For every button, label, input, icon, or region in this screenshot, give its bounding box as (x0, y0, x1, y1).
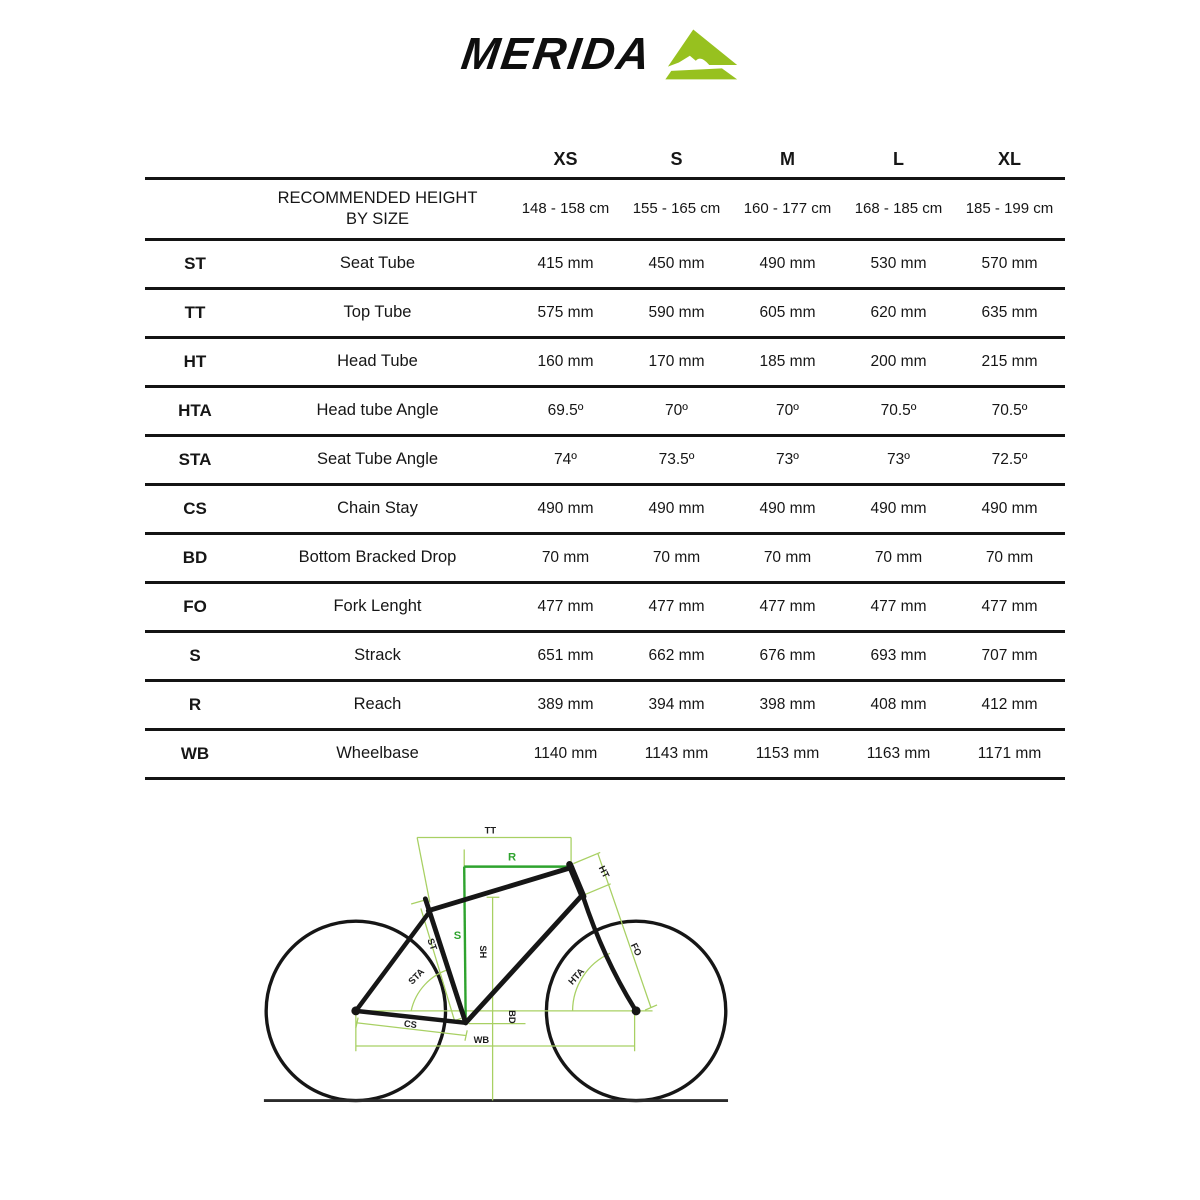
size-header-row (145, 143, 1065, 180)
geometry-row-bd (145, 535, 1065, 584)
row-code: FO (183, 596, 207, 616)
row-value: 70 mm (652, 548, 701, 566)
row-value: 70 mm (763, 548, 812, 566)
row-label: Seat Tube (339, 254, 416, 273)
row-code: STA (178, 449, 212, 469)
row-value: 69.5º (547, 401, 584, 419)
row-value: 575 mm (537, 303, 594, 321)
row-value: 477 mm (648, 597, 705, 615)
row-label: Seat Tube Angle (316, 450, 439, 469)
row-value: 73º (776, 450, 799, 468)
row-value: 651 mm (537, 646, 594, 664)
row-value: 620 mm (870, 303, 927, 321)
s-label: S (453, 930, 462, 943)
row-value: 490 mm (870, 499, 927, 517)
row-value: 477 mm (537, 597, 594, 615)
row-value: 70 mm (985, 548, 1034, 566)
row-value: 635 mm (981, 303, 1038, 321)
recommended-height-label (245, 188, 510, 231)
r-label: R (507, 851, 517, 864)
row-code: R (188, 694, 202, 714)
row-value: 450 mm (648, 254, 705, 272)
recommended-height-value: 185 - 199 cm (965, 200, 1054, 217)
row-value: 412 mm (981, 695, 1038, 713)
row-value: 530 mm (870, 254, 927, 272)
row-value: 605 mm (759, 303, 816, 321)
row-label: Reach (353, 695, 402, 714)
row-value: 490 mm (981, 499, 1038, 517)
row-code: TT (184, 302, 206, 322)
geometry-row-ht (145, 339, 1065, 388)
row-value: 590 mm (648, 303, 705, 321)
row-value: 70.5º (880, 401, 917, 419)
row-value: 662 mm (648, 646, 705, 664)
row-value: 415 mm (537, 254, 594, 272)
ht-label: HT (596, 864, 612, 880)
recommended-height-value: 155 - 165 cm (632, 200, 721, 217)
geometry-row-sta (145, 437, 1065, 486)
row-value: 73º (887, 450, 910, 468)
size-header: S (670, 149, 683, 170)
row-code: CS (183, 498, 207, 518)
row-value: 160 mm (537, 352, 594, 370)
row-value: 490 mm (648, 499, 705, 517)
row-value: 200 mm (870, 352, 927, 370)
row-value: 490 mm (759, 254, 816, 272)
row-value: 1143 mm (644, 744, 709, 762)
row-label: Bottom Bracked Drop (298, 548, 457, 567)
geometry-row-r (145, 682, 1065, 731)
row-value: 490 mm (537, 499, 594, 517)
fo-label: FO (628, 941, 644, 958)
recommended-height-line1: RECOMMENDED HEIGHT (277, 188, 478, 207)
row-value: 74º (554, 450, 577, 468)
bike-geometry-diagram (240, 750, 950, 1200)
rear-axle-dot (351, 1006, 360, 1015)
geometry-row-tt (145, 290, 1065, 339)
size-header: L (893, 149, 904, 170)
row-value: 185 mm (759, 352, 816, 370)
row-value: 707 mm (981, 646, 1038, 664)
row-value: 398 mm (759, 695, 816, 713)
bd-label: BD (507, 1010, 518, 1024)
geometry-row-cs (145, 486, 1065, 535)
geometry-table-body (145, 241, 1065, 780)
row-label: Head tube Angle (316, 401, 439, 420)
row-value: 676 mm (759, 646, 816, 664)
fork (583, 897, 635, 1009)
cs-label: CS (403, 1018, 418, 1031)
row-value: 73.5º (658, 450, 695, 468)
bike-frame (351, 864, 640, 1022)
row-value: 477 mm (759, 597, 816, 615)
geometry-table (145, 143, 1065, 780)
row-label: Strack (354, 646, 401, 665)
wb-label: WB (473, 1035, 490, 1046)
sta-label: STA (406, 966, 427, 987)
row-value: 389 mm (537, 695, 594, 713)
row-label: Chain Stay (337, 499, 418, 518)
sh-label: SH (477, 945, 488, 959)
geometry-row-hta (145, 388, 1065, 437)
row-value: 70 mm (541, 548, 590, 566)
row-value: 70.5º (991, 401, 1028, 419)
hta-label: HTA (566, 966, 587, 987)
geometry-row-st (145, 241, 1065, 290)
row-label: Wheelbase (336, 744, 419, 763)
recommended-height-value: 160 - 177 cm (743, 200, 832, 217)
geometry-row-fo (145, 584, 1065, 633)
recommended-height-row (145, 180, 1065, 241)
row-value: 693 mm (870, 646, 927, 664)
row-value: 1140 mm (533, 744, 598, 762)
brand-wordmark: MERIDA (458, 28, 656, 79)
row-value: 394 mm (648, 695, 705, 713)
size-header: M (780, 149, 795, 170)
row-code: S (189, 645, 201, 665)
row-value: 170 mm (648, 352, 705, 370)
row-value: 1171 mm (977, 744, 1042, 762)
row-value: 570 mm (981, 254, 1038, 272)
recommended-height-value: 168 - 185 cm (854, 200, 943, 217)
row-value: 215 mm (981, 352, 1038, 370)
merida-mountain-icon (662, 27, 738, 81)
head-tube (570, 864, 583, 896)
row-value: 70º (776, 401, 799, 419)
recommended-height-line2: BY SIZE (346, 210, 409, 228)
row-value: 1153 mm (755, 744, 820, 762)
front-axle-dot (632, 1006, 641, 1015)
size-header: XS (553, 149, 578, 170)
row-value: 477 mm (870, 597, 927, 615)
merida-logo (0, 24, 1200, 84)
row-value: 477 mm (981, 597, 1038, 615)
row-value: 70º (665, 401, 688, 419)
row-code: WB (180, 743, 210, 763)
row-label: Top Tube (343, 303, 412, 322)
row-value: 408 mm (870, 695, 927, 713)
seat-stay-tube (356, 911, 430, 1010)
row-value: 70 mm (874, 548, 923, 566)
recommended-height-value: 148 - 158 cm (521, 200, 610, 217)
row-label: Head Tube (337, 352, 418, 371)
row-code: HTA (178, 400, 212, 420)
row-value: 1163 mm (866, 744, 931, 762)
geometry-row-s (145, 633, 1065, 682)
row-code: BD (182, 547, 208, 567)
row-value: 490 mm (759, 499, 816, 517)
row-value: 72.5º (991, 450, 1028, 468)
size-header: XL (997, 149, 1021, 170)
row-code: ST (184, 253, 206, 273)
st-label: ST (425, 937, 439, 952)
top-tube (428, 867, 571, 910)
row-code: HT (183, 351, 207, 371)
row-label: Fork Lenght (333, 597, 422, 616)
tt-label: TT (484, 825, 497, 836)
